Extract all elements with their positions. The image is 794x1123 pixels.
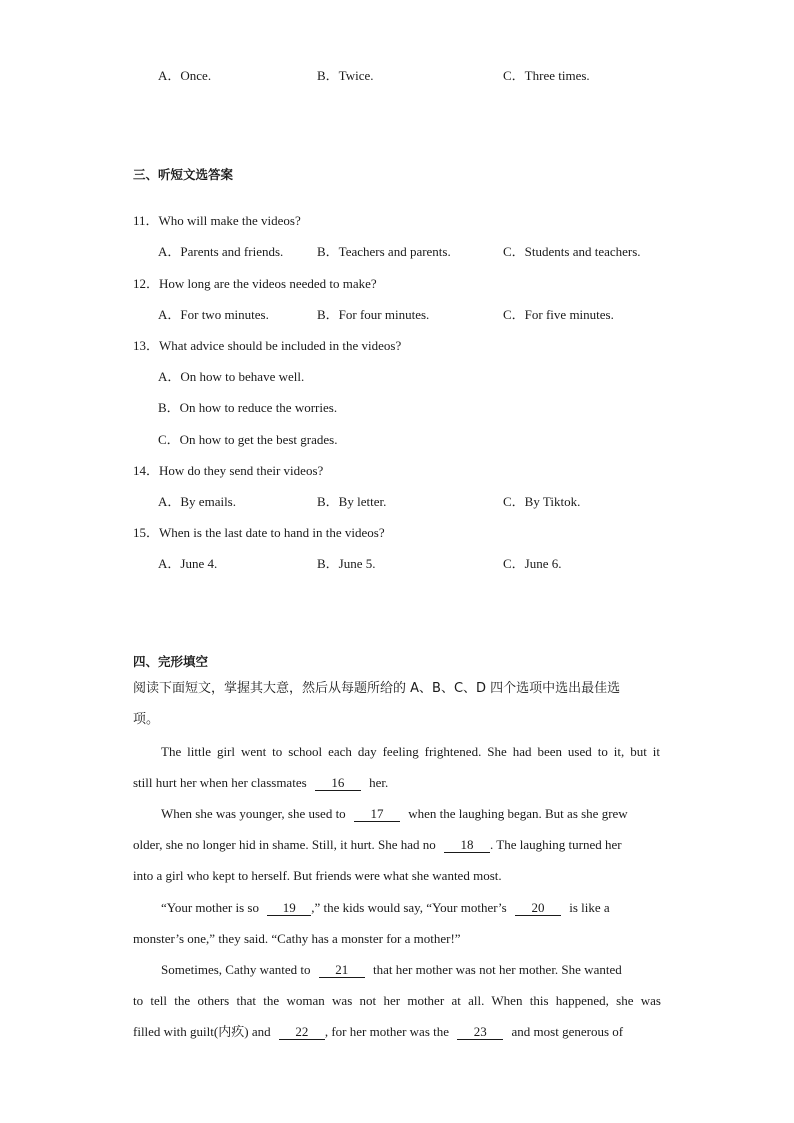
q11-option-a: A．Parents and friends. — [158, 244, 284, 259]
passage-text: her. — [369, 775, 389, 790]
q12-option-c: C．For five minutes. — [503, 307, 614, 322]
prev-option-c: C．Three times. — [503, 68, 590, 83]
q13-stem: 13．What advice should be included in the videos? — [133, 338, 402, 353]
q14-stem: 14．How do they send their videos? — [133, 463, 324, 478]
blank-19[interactable]: 19 — [267, 901, 311, 916]
passage-line-8 — [161, 962, 622, 978]
q15-stem: 15．When is the last date to hand in the videos? — [133, 525, 385, 540]
q12-stem: 12．How long are the videos needed to make? — [133, 276, 377, 291]
q12-option-b: B．For four minutes. — [317, 307, 430, 322]
section4-instruction-line2: 项。 — [133, 712, 160, 727]
q15-option-c: C．June 6. — [503, 556, 562, 571]
prev-option-b: B．Twice. — [317, 68, 374, 83]
passage-text: filled with guilt( — [133, 1024, 219, 1039]
blank-16[interactable]: 16 — [315, 776, 361, 791]
q14-option-c: C．By Tiktok. — [503, 494, 581, 509]
q12-option-a: A．For two minutes. — [158, 307, 269, 322]
passage-text: “Your mother is so — [161, 900, 259, 915]
q13-option-a: A．On how to behave well. — [158, 369, 305, 384]
q14-option-b: B．By letter. — [317, 494, 387, 509]
q13-option-b: B．On how to reduce the worries. — [158, 400, 338, 415]
passage-line-2 — [133, 775, 388, 791]
q15-option-a: A．June 4. — [158, 556, 218, 571]
q13-option-c: C．On how to get the best grades. — [158, 432, 338, 447]
passage-line-1: The little girl went to school each day feeling frightened. She had been used to it, but it — [161, 744, 660, 759]
section4-instruction-line1: 阅读下面短文，掌握其大意，然后从每题所给的 A、B、C、D 四个选项中选出最佳选 — [133, 681, 621, 696]
q15-option-b: B．June 5. — [317, 556, 376, 571]
prev-option-a: A．Once. — [158, 68, 212, 83]
q11-option-b: B．Teachers and parents. — [317, 244, 451, 259]
passage-text: Sometimes, Cathy wanted to — [161, 962, 311, 977]
section4-title: 四、完形填空 — [133, 654, 209, 669]
q11-option-c: C．Students and teachers. — [503, 244, 641, 259]
passage-text: is like a — [569, 900, 610, 915]
passage-line-7: monster’s one,” they said. “Cathy has a monster for a mother!” — [133, 931, 461, 946]
q14-option-a: A．By emails. — [158, 494, 236, 509]
blank-22[interactable]: 22 — [279, 1025, 325, 1040]
passage-text: and most generous of — [511, 1024, 624, 1039]
blank-23[interactable]: 23 — [457, 1025, 503, 1040]
passage-text: still hurt her when her classmates — [133, 775, 307, 790]
passage-text: . The laughing turned her — [490, 837, 622, 852]
passage-line-10 — [133, 1024, 623, 1041]
q11-stem: 11．Who will make the videos? — [133, 213, 301, 228]
passage-text: , for her mother was the — [324, 1024, 450, 1039]
passage-text: when the laughing began. But as she grew — [408, 806, 628, 821]
passage-line-9: to tell the others that the woman was not her mother at all. When this happened, she was — [133, 993, 661, 1008]
passage-line-6 — [161, 900, 610, 916]
blank-20[interactable]: 20 — [515, 901, 561, 916]
passage-text: that her mother was not her mother. She wanted — [372, 962, 622, 977]
passage-line-5: into a girl who kept to herself. But friends were what she wanted most. — [133, 868, 502, 883]
passage-line-4 — [133, 837, 622, 853]
passage-text: older, she no longer hid in shame. Still, it hurt. She had no — [133, 837, 436, 852]
passage-text: ) and — [244, 1024, 271, 1039]
blank-21[interactable]: 21 — [319, 963, 365, 978]
passage-text: When she was younger, she used to — [161, 806, 346, 821]
passage-line-3 — [161, 806, 628, 822]
passage-text: ,” the kids would say, “Your mother’s — [311, 900, 507, 915]
blank-17[interactable]: 17 — [354, 807, 400, 822]
blank-18[interactable]: 18 — [444, 838, 490, 853]
passage-text-chinese: 内疚 — [218, 1025, 245, 1040]
section3-title: 三、听短文选答案 — [133, 167, 234, 182]
